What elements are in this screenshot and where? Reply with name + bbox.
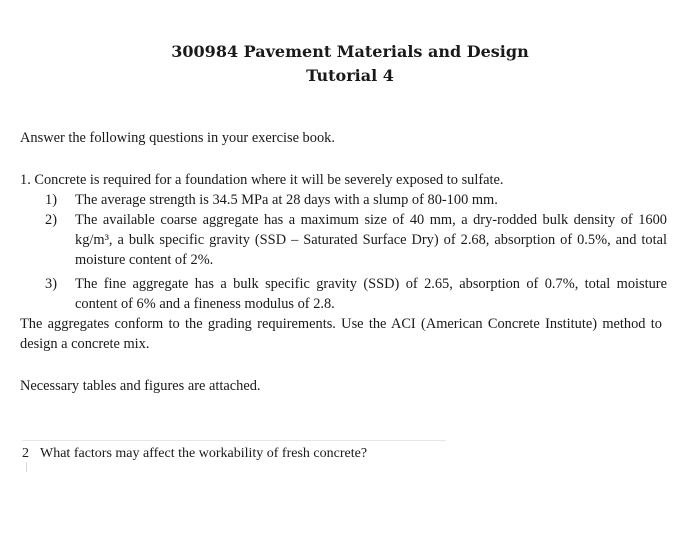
document-title <box>0 40 700 88</box>
item-number: 3) <box>45 276 57 292</box>
question-1-item-2 <box>45 210 667 270</box>
question-1-stem: 1. Concrete is required for a foundation where it will be severely exposed to sulfate. <box>20 172 504 188</box>
question-2-number: 2 <box>22 446 29 461</box>
question-2-text: What factors may affect the workability of fresh concrete? <box>40 446 368 461</box>
question-1-item-1 <box>45 190 667 210</box>
question-1-item-3 <box>45 274 667 314</box>
question-2 <box>22 440 446 463</box>
item-text: The average strength is 34.5 MPa at 28 days with a slump of 80-100 mm. <box>75 192 498 208</box>
text-cursor <box>26 462 27 472</box>
question-1-closing: The aggregates conform to the grading requirements. Use the ACI (American Concrete Institute) method to design a concrete mix. <box>20 316 662 352</box>
intro-instruction: Answer the following questions in your exercise book. <box>20 130 335 146</box>
attached-note: Necessary tables and figures are attached. <box>20 378 261 394</box>
item-text: The available coarse aggregate has a maximum size of 40 mm, a dry-rodded bulk density of 1600 kg/m³, a bulk specific gravity (SSD – Saturated Surface Dry) of 2.68, absorption of 0.5%, and total moisture content of 2%. <box>75 212 667 268</box>
tutorial-title: Tutorial 4 <box>306 66 394 85</box>
item-number: 1) <box>45 192 57 208</box>
course-title: 300984 Pavement Materials and Design <box>171 42 529 61</box>
item-text: The fine aggregate has a bulk specific gravity (SSD) of 2.65, absorption of 0.7%, total moisture content of 6% and a fineness modulus of 2.8. <box>75 276 667 312</box>
item-number: 2) <box>45 212 57 228</box>
